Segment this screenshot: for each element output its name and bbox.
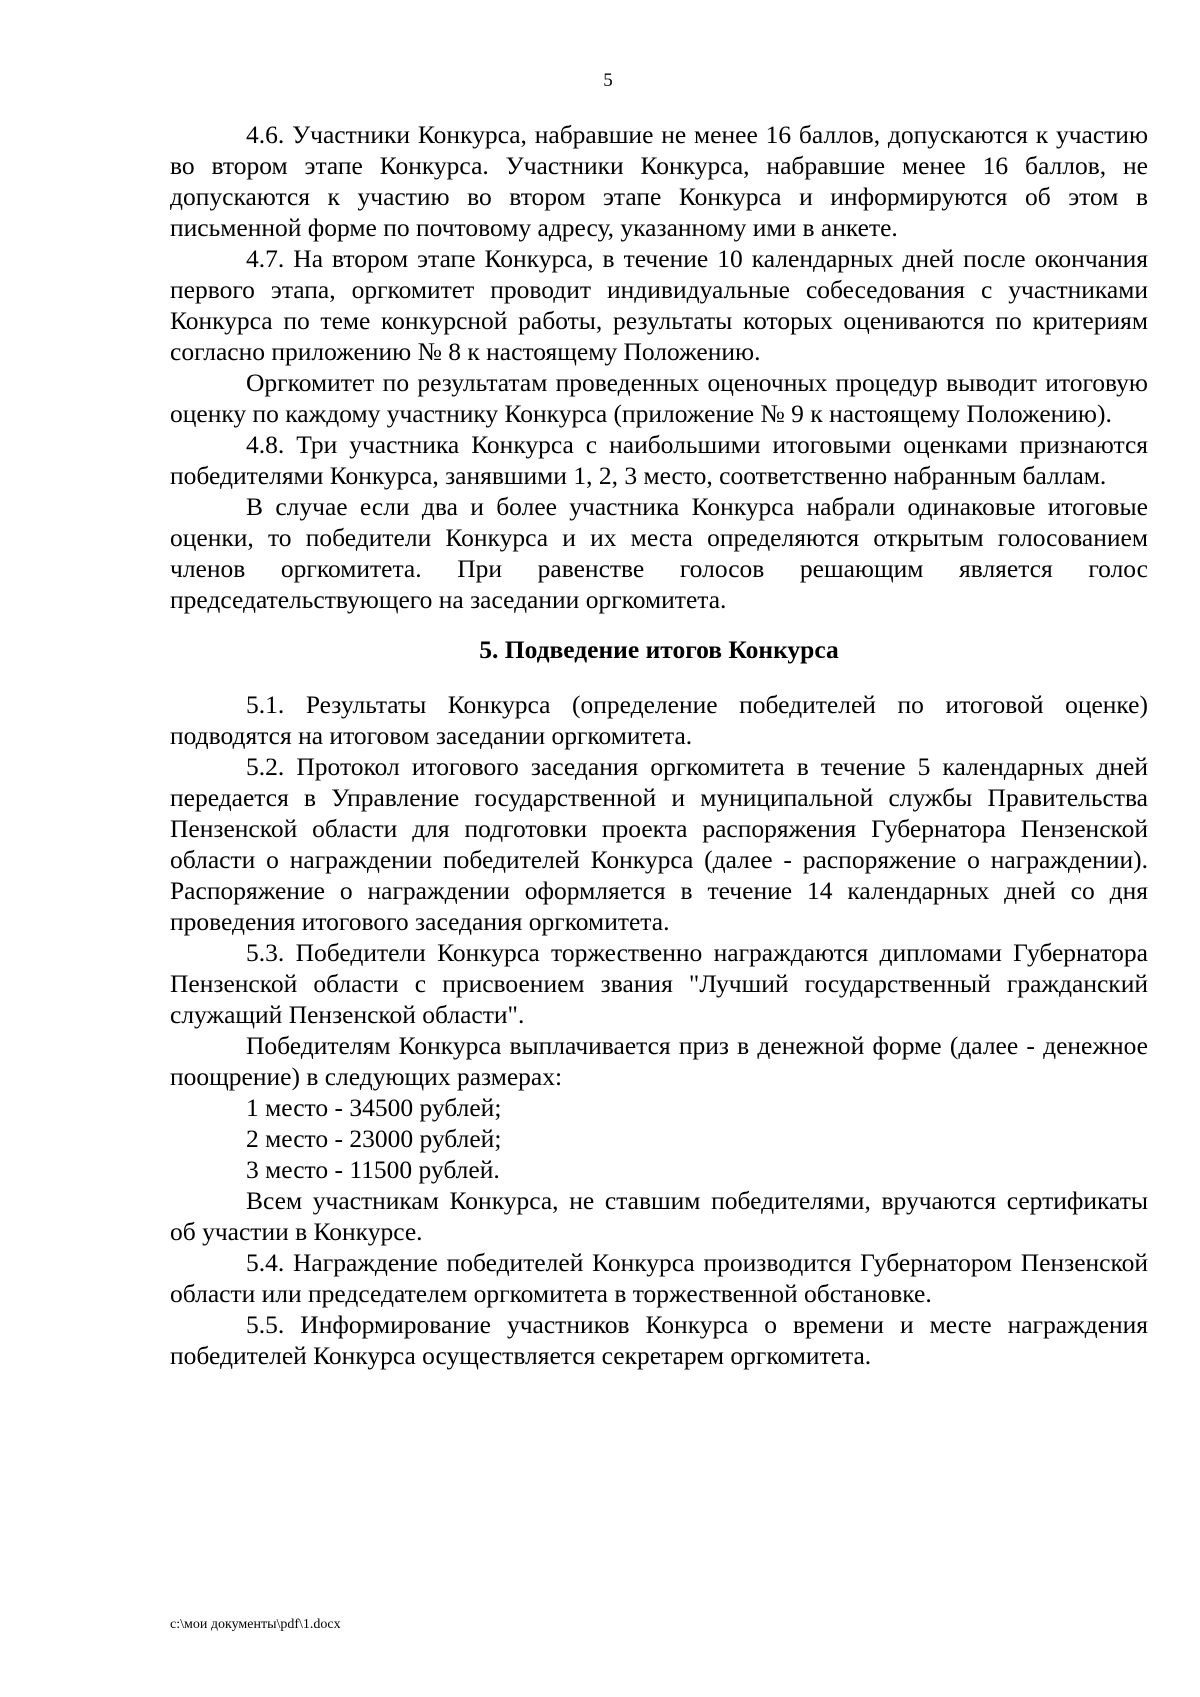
paragraph-orgcommittee-score: Оргкомитет по результатам проведенных оценочных процедур выводит итоговую оценку по каждому участнику Конкурса (приложение № 9 к настоящему Положению). xyxy=(170,368,1148,428)
paragraph-5-1: 5.1. Результаты Конкурса (определение победителей по итоговой оценке) подводятся на итоговом заседании оргкомитета. xyxy=(170,690,1148,750)
paragraph-4-6: 4.6. Участники Конкурса, набравшие не менее 16 баллов, допускаются к участию во втором этапе Конкурса. Участники Конкурса, набравшие менее 16 баллов, не допускаются к участию во втором этапе Конкурса и информируются об этом в письменной форме по почтовому адресу, указанному ими в анкете. xyxy=(170,120,1148,242)
paragraph-5-2: 5.2. Протокол итогового заседания оргкомитета в течение 5 календарных дней передается в Управление государственной и муниципальной службы Правительства Пензенской области для подготовки проекта распоряжения Губернатора Пензенской области о награждении победителей Конкурса (далее - распоряжение о награждении). Распоряжение о награждении оформляется в течение 14 календарных дней со дня проведения итогового заседания оргкомитета. xyxy=(170,752,1148,936)
page-number: 5 xyxy=(603,70,613,91)
section-5-heading: 5. Подведение итогов Конкурса xyxy=(479,635,839,664)
paragraph-5-4: 5.4. Награждение победителей Конкурса производится Губернатором Пензенской области или председателем оргкомитета в торжественной обстановке. xyxy=(170,1248,1148,1308)
paragraph-tie-vote: В случае если два и более участника Конкурса набрали одинаковые итоговые оценки, то победители Конкурса и их места определяются открытым голосованием членов оргкомитета. При равенстве голосов решающим является голос председательствующего на заседании оргкомитета. xyxy=(170,492,1148,614)
prize-third-place: 3 место - 11500 рублей. xyxy=(246,1155,500,1184)
prize-first-place: 1 место - 34500 рублей; xyxy=(246,1093,502,1122)
footer-file-path: c:\мои документы\pdf\1.docx xyxy=(170,1617,341,1632)
paragraph-5-3: 5.3. Победители Конкурса торжественно награждаются дипломами Губернатора Пензенской области с присвоением звания "Лучший государственный гражданский служащий Пензенской области". xyxy=(170,938,1148,1029)
paragraph-prize-intro: Победителям Конкурса выплачивается приз в денежной форме (далее - денежное поощрение) в следующих размерах: xyxy=(170,1031,1148,1091)
prize-second-place: 2 место - 23000 рублей; xyxy=(246,1124,502,1153)
paragraph-4-8: 4.8. Три участника Конкурса с наибольшими итоговыми оценками признаются победителями Конкурса, занявшими 1, 2, 3 место, соответственно набранным баллам. xyxy=(170,430,1148,490)
document-body xyxy=(170,119,1148,1371)
paragraph-4-7: 4.7. На втором этапе Конкурса, в течение 10 календарных дней после окончания первого этапа, оргкомитет проводит индивидуальные собеседования с участниками Конкурса по теме конкурсной работы, результаты которых оцениваются по критериям согласно приложению № 8 к настоящему Положению. xyxy=(170,244,1148,366)
paragraph-certificates: Всем участникам Конкурса, не ставшим победителями, вручаются сертификаты об участии в Конкурсе. xyxy=(170,1186,1148,1246)
paragraph-5-5: 5.5. Информирование участников Конкурса о времени и месте награждения победителей Конкурса осуществляется секретарем оргкомитета. xyxy=(170,1310,1148,1370)
